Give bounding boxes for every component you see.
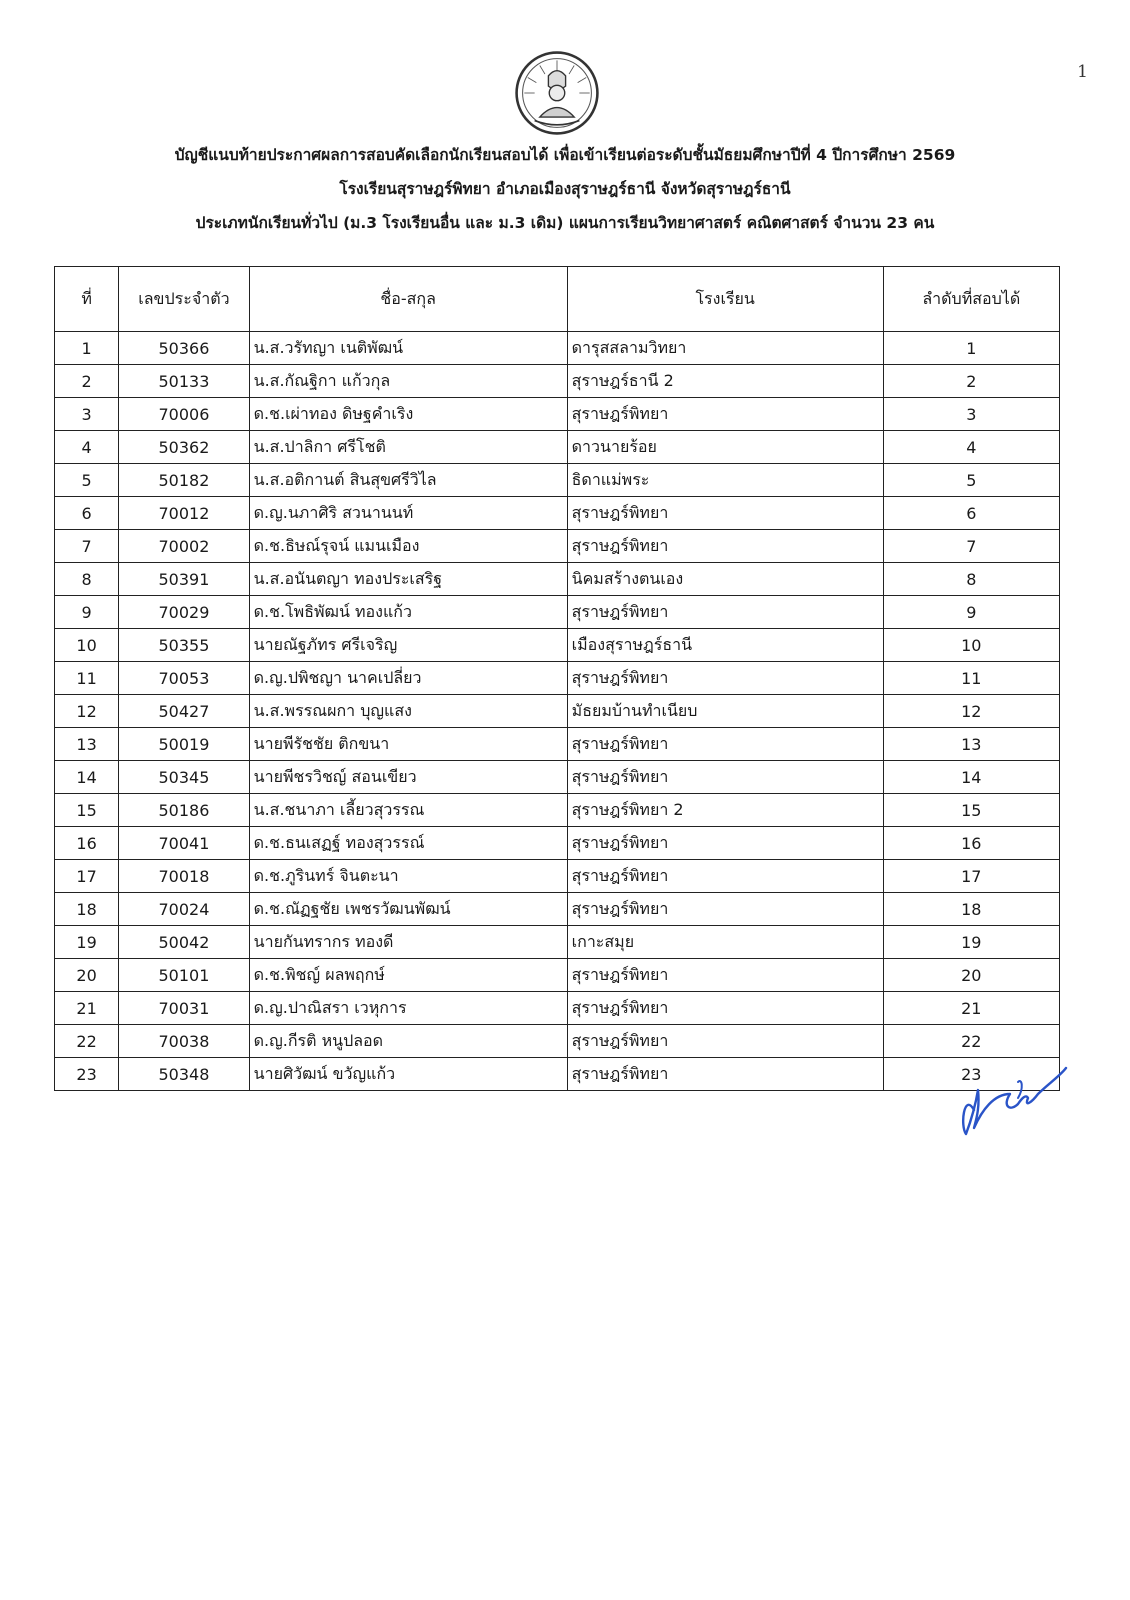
cell-name: ด.ช.ภูรินทร์ จินตะนา bbox=[249, 860, 567, 893]
cell-rank: 7 bbox=[883, 530, 1059, 563]
table-row bbox=[55, 497, 1060, 530]
cell-school: ธิดาแม่พระ bbox=[567, 464, 883, 497]
cell-school: สุราษฎร์พิทยา bbox=[567, 728, 883, 761]
cell-school: สุราษฎร์พิทยา bbox=[567, 827, 883, 860]
cell-student-id: 70031 bbox=[119, 992, 249, 1025]
cell-school: มัธยมบ้านทำเนียบ bbox=[567, 695, 883, 728]
cell-student-id: 70018 bbox=[119, 860, 249, 893]
cell-student-id: 50186 bbox=[119, 794, 249, 827]
table-row bbox=[55, 926, 1060, 959]
header-school-line: โรงเรียนสุราษฎร์พิทยา อำเภอเมืองสุราษฎร์ธานี จังหวัดสุราษฎร์ธานี bbox=[339, 180, 791, 198]
cell-school: สุราษฎร์พิทยา bbox=[567, 662, 883, 695]
table-row bbox=[55, 365, 1060, 398]
cell-student-id: 70053 bbox=[119, 662, 249, 695]
cell-school: เกาะสมุย bbox=[567, 926, 883, 959]
cell-school: สุราษฎร์พิทยา bbox=[567, 893, 883, 926]
cell-rank: 3 bbox=[883, 398, 1059, 431]
page-number: 1 bbox=[1077, 62, 1088, 82]
cell-name: ด.ญ.ปพิชญา นาคเปลี่ยว bbox=[249, 662, 567, 695]
cell-school: สุราษฎร์พิทยา bbox=[567, 596, 883, 629]
cell-rank: 11 bbox=[883, 662, 1059, 695]
cell-name: ด.ช.โพธิพัฒน์ ทองแก้ว bbox=[249, 596, 567, 629]
cell-name: น.ส.อนันตญา ทองประเสริฐ bbox=[249, 563, 567, 596]
cell-no: 12 bbox=[55, 695, 119, 728]
cell-student-id: 70012 bbox=[119, 497, 249, 530]
cell-no: 19 bbox=[55, 926, 119, 959]
cell-name: นายศิวัฒน์ ขวัญแก้ว bbox=[249, 1058, 567, 1091]
cell-rank: 16 bbox=[883, 827, 1059, 860]
cell-school: นิคมสร้างตนเอง bbox=[567, 563, 883, 596]
cell-name: น.ส.วรัทญา เนติพัฒน์ bbox=[249, 332, 567, 365]
table-row bbox=[55, 398, 1060, 431]
cell-school: สุราษฎร์พิทยา bbox=[567, 398, 883, 431]
header-category-line: ประเภทนักเรียนทั่วไป (ม.3 โรงเรียนอื่น และ ม.3 เดิม) แผนการเรียนวิทยาศาสตร์ คณิตศาสตร์ จำนวน 23 คน bbox=[195, 214, 935, 232]
table-row bbox=[55, 662, 1060, 695]
cell-no: 23 bbox=[55, 1058, 119, 1091]
cell-school: สุราษฎร์พิทยา bbox=[567, 761, 883, 794]
table-row bbox=[55, 827, 1060, 860]
cell-name: ด.ช.ธนเสฏฐ์ ทองสุวรรณ์ bbox=[249, 827, 567, 860]
cell-school: ดารุสสลามวิทยา bbox=[567, 332, 883, 365]
cell-name: น.ส.ปาลิกา ศรีโชติ bbox=[249, 431, 567, 464]
cell-rank: 10 bbox=[883, 629, 1059, 662]
document-header bbox=[0, 138, 1130, 240]
cell-student-id: 70041 bbox=[119, 827, 249, 860]
cell-school: สุราษฎร์พิทยา bbox=[567, 860, 883, 893]
cell-student-id: 50348 bbox=[119, 1058, 249, 1091]
cell-name: ด.ช.พิชญ์ ผลพฤกษ์ bbox=[249, 959, 567, 992]
cell-no: 1 bbox=[55, 332, 119, 365]
cell-no: 13 bbox=[55, 728, 119, 761]
cell-no: 6 bbox=[55, 497, 119, 530]
cell-rank: 13 bbox=[883, 728, 1059, 761]
cell-no: 5 bbox=[55, 464, 119, 497]
column-header-name: ชื่อ-สกุล bbox=[249, 267, 567, 332]
cell-no: 20 bbox=[55, 959, 119, 992]
table-row bbox=[55, 431, 1060, 464]
cell-name: น.ส.กัณฐิกา แก้วกุล bbox=[249, 365, 567, 398]
table-row bbox=[55, 530, 1060, 563]
cell-rank: 22 bbox=[883, 1025, 1059, 1058]
cell-no: 17 bbox=[55, 860, 119, 893]
table-row bbox=[55, 893, 1060, 926]
column-header-id: เลขประจำตัว bbox=[119, 267, 249, 332]
cell-rank: 15 bbox=[883, 794, 1059, 827]
header-title-line: บัญชีแนบท้ายประกาศผลการสอบคัดเลือกนักเรียนสอบได้ เพื่อเข้าเรียนต่อระดับชั้นมัธยมศึกษาปีที่ 4 ปีการศึกษา 2569 bbox=[174, 146, 956, 164]
table-row bbox=[55, 959, 1060, 992]
cell-student-id: 70038 bbox=[119, 1025, 249, 1058]
cell-student-id: 50019 bbox=[119, 728, 249, 761]
table-row bbox=[55, 332, 1060, 365]
cell-no: 11 bbox=[55, 662, 119, 695]
cell-student-id: 50101 bbox=[119, 959, 249, 992]
cell-rank: 19 bbox=[883, 926, 1059, 959]
cell-rank: 1 bbox=[883, 332, 1059, 365]
results-table bbox=[54, 266, 1060, 1091]
table-row bbox=[55, 794, 1060, 827]
table-row bbox=[55, 596, 1060, 629]
cell-no: 2 bbox=[55, 365, 119, 398]
cell-school: ดาวนายร้อย bbox=[567, 431, 883, 464]
cell-student-id: 50182 bbox=[119, 464, 249, 497]
cell-school: สุราษฎร์พิทยา bbox=[567, 959, 883, 992]
cell-student-id: 50366 bbox=[119, 332, 249, 365]
table-row bbox=[55, 761, 1060, 794]
cell-name: น.ส.พรรณผกา บุญแสง bbox=[249, 695, 567, 728]
cell-name: นายพีรัชชัย ติกขนา bbox=[249, 728, 567, 761]
cell-rank: 2 bbox=[883, 365, 1059, 398]
cell-no: 4 bbox=[55, 431, 119, 464]
cell-name: ด.ช.ณัฏฐชัย เพชรวัฒนพัฒน์ bbox=[249, 893, 567, 926]
table-row bbox=[55, 1025, 1060, 1058]
cell-no: 16 bbox=[55, 827, 119, 860]
cell-rank: 12 bbox=[883, 695, 1059, 728]
column-header-rank: ลำดับที่สอบได้ bbox=[883, 267, 1059, 332]
cell-student-id: 50355 bbox=[119, 629, 249, 662]
cell-name: ด.ญ.นภาศิริ สวนานนท์ bbox=[249, 497, 567, 530]
cell-student-id: 70029 bbox=[119, 596, 249, 629]
table-row bbox=[55, 860, 1060, 893]
cell-rank: 6 bbox=[883, 497, 1059, 530]
cell-rank: 5 bbox=[883, 464, 1059, 497]
table-row bbox=[55, 1058, 1060, 1091]
cell-student-id: 50427 bbox=[119, 695, 249, 728]
cell-name: ด.ญ.ปาณิสรา เวหุการ bbox=[249, 992, 567, 1025]
signature-icon bbox=[952, 1054, 1072, 1138]
cell-school: สุราษฎร์พิทยา 2 bbox=[567, 794, 883, 827]
cell-school: สุราษฎร์พิทยา bbox=[567, 497, 883, 530]
cell-student-id: 50133 bbox=[119, 365, 249, 398]
cell-no: 22 bbox=[55, 1025, 119, 1058]
table-row bbox=[55, 464, 1060, 497]
cell-rank: 20 bbox=[883, 959, 1059, 992]
table-row bbox=[55, 992, 1060, 1025]
cell-no: 8 bbox=[55, 563, 119, 596]
cell-student-id: 50345 bbox=[119, 761, 249, 794]
cell-name: ด.ช.ธิษณ์รุจน์ แมนเมือง bbox=[249, 530, 567, 563]
cell-school: สุราษฎร์ธานี 2 bbox=[567, 365, 883, 398]
cell-student-id: 50391 bbox=[119, 563, 249, 596]
cell-school: สุราษฎร์พิทยา bbox=[567, 1058, 883, 1091]
cell-school: สุราษฎร์พิทยา bbox=[567, 1025, 883, 1058]
cell-rank: 23 bbox=[883, 1058, 1059, 1091]
cell-rank: 4 bbox=[883, 431, 1059, 464]
table-row bbox=[55, 563, 1060, 596]
cell-rank: 14 bbox=[883, 761, 1059, 794]
cell-no: 18 bbox=[55, 893, 119, 926]
cell-name: นายกันทรากร ทองดี bbox=[249, 926, 567, 959]
cell-rank: 21 bbox=[883, 992, 1059, 1025]
cell-rank: 8 bbox=[883, 563, 1059, 596]
table-row bbox=[55, 728, 1060, 761]
cell-name: นายพีชรวิชญ์ สอนเขียว bbox=[249, 761, 567, 794]
table-row bbox=[55, 695, 1060, 728]
cell-name: นายณัฐภัทร ศรีเจริญ bbox=[249, 629, 567, 662]
table-header-row bbox=[55, 267, 1060, 332]
cell-no: 10 bbox=[55, 629, 119, 662]
cell-school: สุราษฎร์พิทยา bbox=[567, 992, 883, 1025]
cell-rank: 17 bbox=[883, 860, 1059, 893]
cell-name: น.ส.ชนาภา เลี้ยวสุวรรณ bbox=[249, 794, 567, 827]
cell-school: เมืองสุราษฎร์ธานี bbox=[567, 629, 883, 662]
cell-student-id: 50362 bbox=[119, 431, 249, 464]
cell-student-id: 50042 bbox=[119, 926, 249, 959]
cell-student-id: 70002 bbox=[119, 530, 249, 563]
school-emblem-icon bbox=[514, 50, 600, 136]
cell-name: น.ส.อติกานต์ สินสุขศรีวิไล bbox=[249, 464, 567, 497]
cell-name: ด.ช.เผ่าทอง ดิษฐคำเริง bbox=[249, 398, 567, 431]
cell-no: 21 bbox=[55, 992, 119, 1025]
cell-rank: 18 bbox=[883, 893, 1059, 926]
cell-no: 3 bbox=[55, 398, 119, 431]
cell-no: 9 bbox=[55, 596, 119, 629]
table-row bbox=[55, 629, 1060, 662]
cell-student-id: 70006 bbox=[119, 398, 249, 431]
cell-rank: 9 bbox=[883, 596, 1059, 629]
cell-no: 7 bbox=[55, 530, 119, 563]
cell-no: 14 bbox=[55, 761, 119, 794]
column-header-no: ที่ bbox=[55, 267, 119, 332]
cell-student-id: 70024 bbox=[119, 893, 249, 926]
cell-no: 15 bbox=[55, 794, 119, 827]
cell-school: สุราษฎร์พิทยา bbox=[567, 530, 883, 563]
column-header-school: โรงเรียน bbox=[567, 267, 883, 332]
cell-name: ด.ญ.กีรติ หนูปลอด bbox=[249, 1025, 567, 1058]
